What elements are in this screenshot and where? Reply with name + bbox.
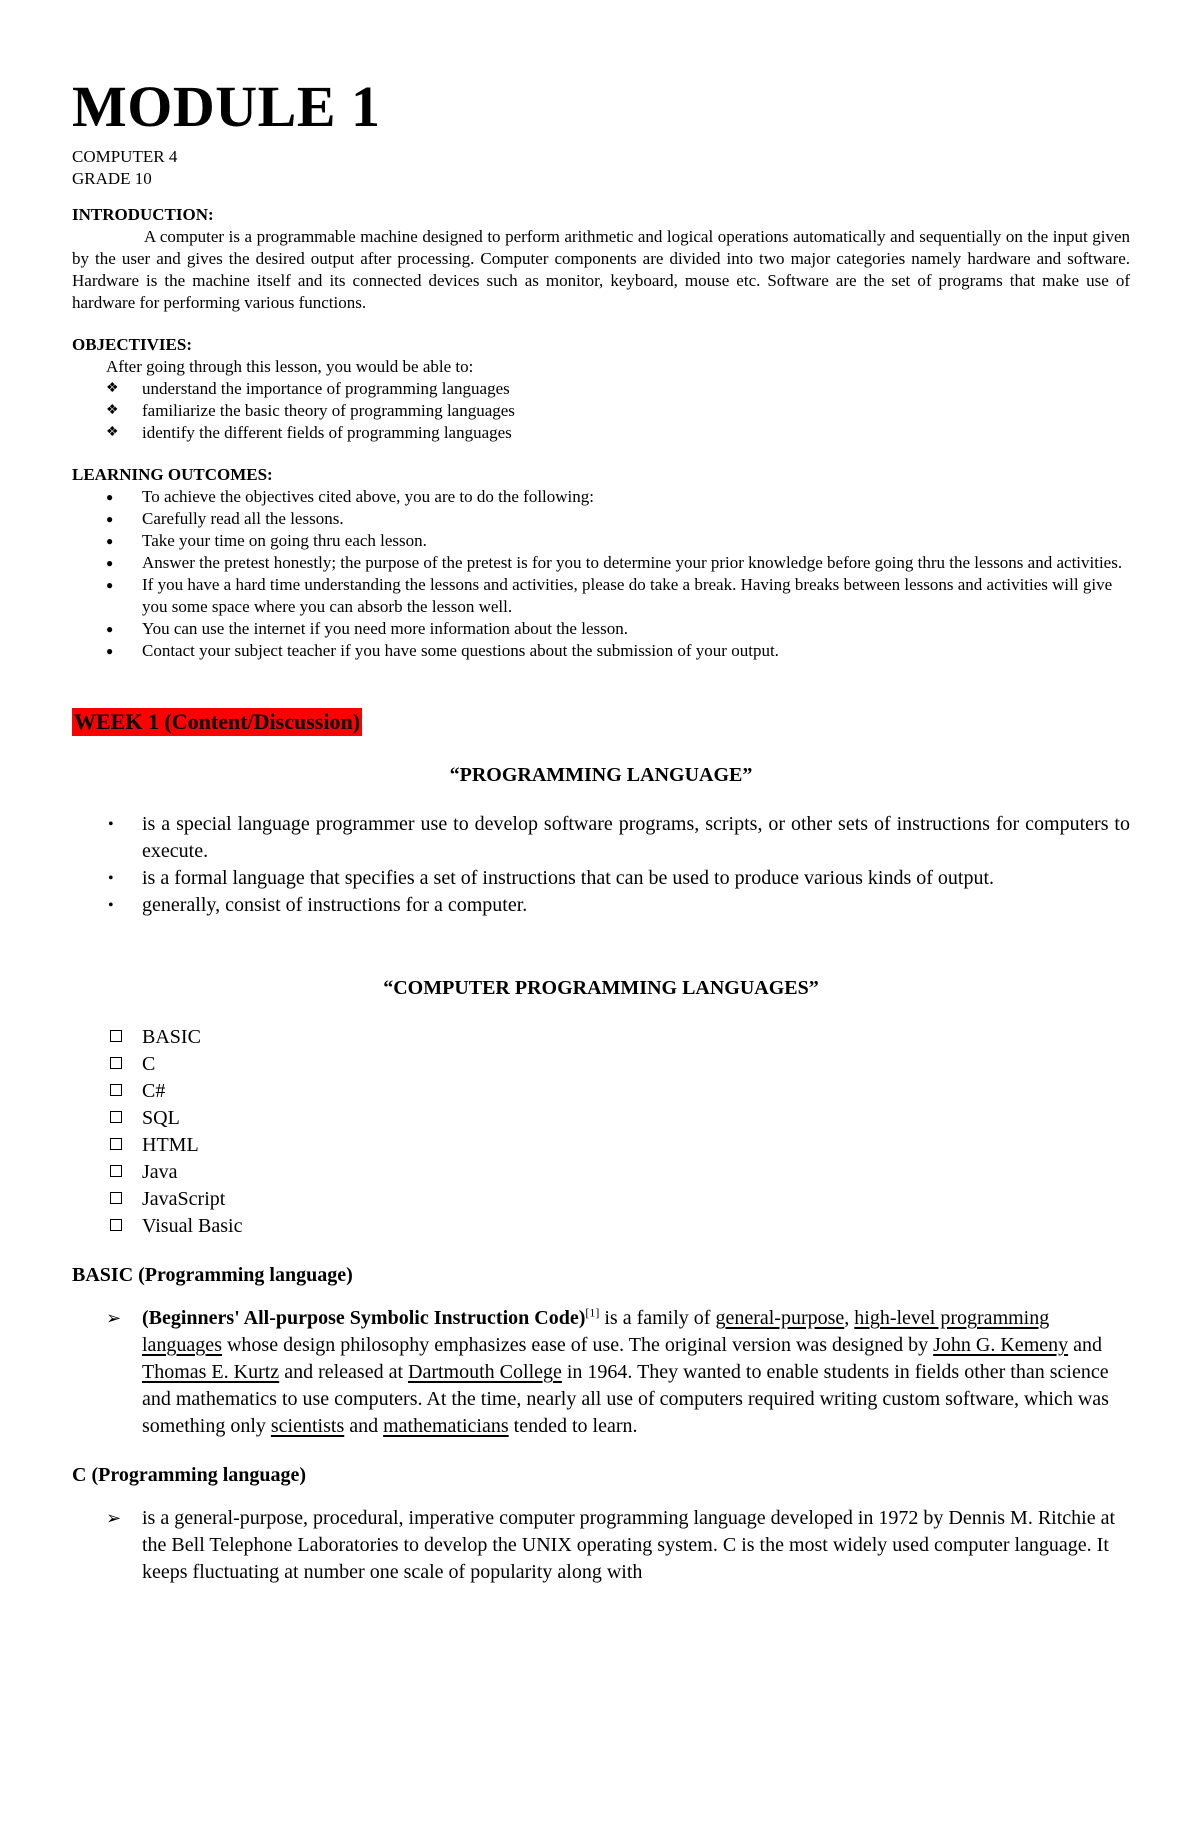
list-item: ● Carefully read all the lessons. <box>142 508 1130 530</box>
list-item: ● Answer the pretest honestly; the purpose of the pretest is for you to determine your prior knowledge before going thru the lessons and activities. <box>142 552 1130 574</box>
outcomes-list <box>72 486 1130 662</box>
languages-heading: “COMPUTER PROGRAMMING LANGUAGES” <box>383 977 819 999</box>
c-section <box>72 1462 1130 1586</box>
text-span: and <box>344 1415 384 1437</box>
list-item: ● If you have a hard time understanding the lessons and activities, please do take a break. Having breaks between lessons and activities will give you some space where you can absorb the lesson well. <box>142 574 1130 618</box>
objectives-heading: OBJECTIVIES: <box>72 335 192 354</box>
objectives-list <box>72 378 1130 444</box>
list-item: JavaScript <box>142 1186 1130 1213</box>
text-span: and <box>1068 1334 1103 1356</box>
list-item: SQL <box>142 1105 1130 1132</box>
module-title: MODULE 1 <box>72 74 381 139</box>
text-span: tended to learn. <box>508 1415 638 1437</box>
list-item: HTML <box>142 1132 1130 1159</box>
link-dartmouth[interactable]: Dartmouth College <box>408 1361 562 1383</box>
list-item: Visual Basic <box>142 1213 1130 1240</box>
week-heading-wrap <box>72 708 1130 736</box>
c-heading: C (Programming language) <box>72 1464 307 1486</box>
list-item: ● To achieve the objectives cited above, you are to do the following: <box>142 486 1130 508</box>
basic-list <box>72 1305 1130 1440</box>
list-item: C# <box>142 1078 1130 1105</box>
list-item: BASIC <box>142 1024 1130 1051</box>
list-item: ❖ identify the different fields of programming languages <box>142 422 1130 444</box>
basic-heading: BASIC (Programming language) <box>72 1264 353 1286</box>
outcomes-section <box>72 464 1130 662</box>
link-scientists[interactable]: scientists <box>270 1415 345 1437</box>
week-heading: WEEK 1 (Content/Discussion) <box>74 709 361 734</box>
link-high-level-languages[interactable]: high-level programming languages <box>142 1307 1050 1356</box>
programming-language-list <box>72 811 1130 919</box>
languages-list <box>72 1024 1130 1240</box>
introduction-text: A computer is a programmable machine designed to perform arithmetic and logical operations automatically and sequentially on the input given by the user and gives the desired output after processing. Computer components are divided into two major categories namely hardware and software. Hardware is the machine itself and its connected devices such as monitor, keyboard, mouse etc. Software are the set of programs that make use of hardware for performing various functions. <box>72 227 1130 312</box>
link-mathematicians[interactable]: mathematicians <box>383 1415 509 1437</box>
link-kurtz[interactable]: Thomas E. Kurtz <box>142 1361 280 1383</box>
introduction-heading: INTRODUCTION: <box>72 205 214 224</box>
text-span: and released at <box>279 1361 409 1383</box>
list-item: • generally, consist of instructions for a computer. <box>142 892 1130 919</box>
list-item: • is a special language programmer use to develop software programs, scripts, or other sets of instructions for computers to execute. <box>142 811 1130 865</box>
programming-language-section <box>72 762 1130 919</box>
basic-fullname: (Beginners' All-purpose Symbolic Instruction Code) <box>142 1307 586 1329</box>
c-description: ➢ is a general-purpose, procedural, imperative computer programming language developed in 1972 by Dennis M. Ritchie at the Bell Telephone Laboratories to develop the UNIX operating system. C is the most widely used computer language. It keeps fluctuating at number one scale of popularity along with <box>142 1505 1130 1586</box>
introduction-section <box>72 204 1130 314</box>
subject-line: COMPUTER 4 <box>72 147 178 166</box>
basic-description <box>142 1305 1130 1440</box>
text-span: in 1964. They wanted to enable students in fields other than science and mathematics to use computers. At the time, nearly all use of computers required writing custom software, which was something only <box>142 1361 1109 1437</box>
languages-section <box>72 975 1130 1240</box>
grade-line: GRADE 10 <box>72 169 152 188</box>
list-item: ❖ understand the importance of programming languages <box>142 378 1130 400</box>
objectives-lead: After going through this lesson, you would be able to: <box>106 357 474 376</box>
programming-language-heading: “PROGRAMMING LANGUAGE” <box>449 764 753 786</box>
reference-link[interactable]: [1] <box>585 1305 600 1320</box>
list-item: ❖ familiarize the basic theory of programming languages <box>142 400 1130 422</box>
list-item: ● Contact your subject teacher if you have some questions about the submission of your output. <box>142 640 1130 662</box>
list-item: Java <box>142 1159 1130 1186</box>
basic-section <box>72 1262 1130 1440</box>
link-general-purpose[interactable]: general-purpose <box>715 1307 845 1329</box>
text-span: is a family of <box>599 1307 716 1329</box>
link-kemeny[interactable]: John G. Kemeny <box>933 1334 1069 1356</box>
c-list <box>72 1505 1130 1586</box>
objectives-section <box>72 334 1130 444</box>
list-item: C <box>142 1051 1130 1078</box>
outcomes-heading: LEARNING OUTCOMES: <box>72 465 273 484</box>
list-item: ● You can use the internet if you need more information about the lesson. <box>142 618 1130 640</box>
text-span: , <box>844 1307 855 1329</box>
list-item: ● Take your time on going thru each lesson. <box>142 530 1130 552</box>
list-item: • is a formal language that specifies a set of instructions that can be used to produce various kinds of output. <box>142 865 1130 892</box>
text-span: whose design philosophy emphasizes ease of use. The original version was designed by <box>221 1334 934 1356</box>
